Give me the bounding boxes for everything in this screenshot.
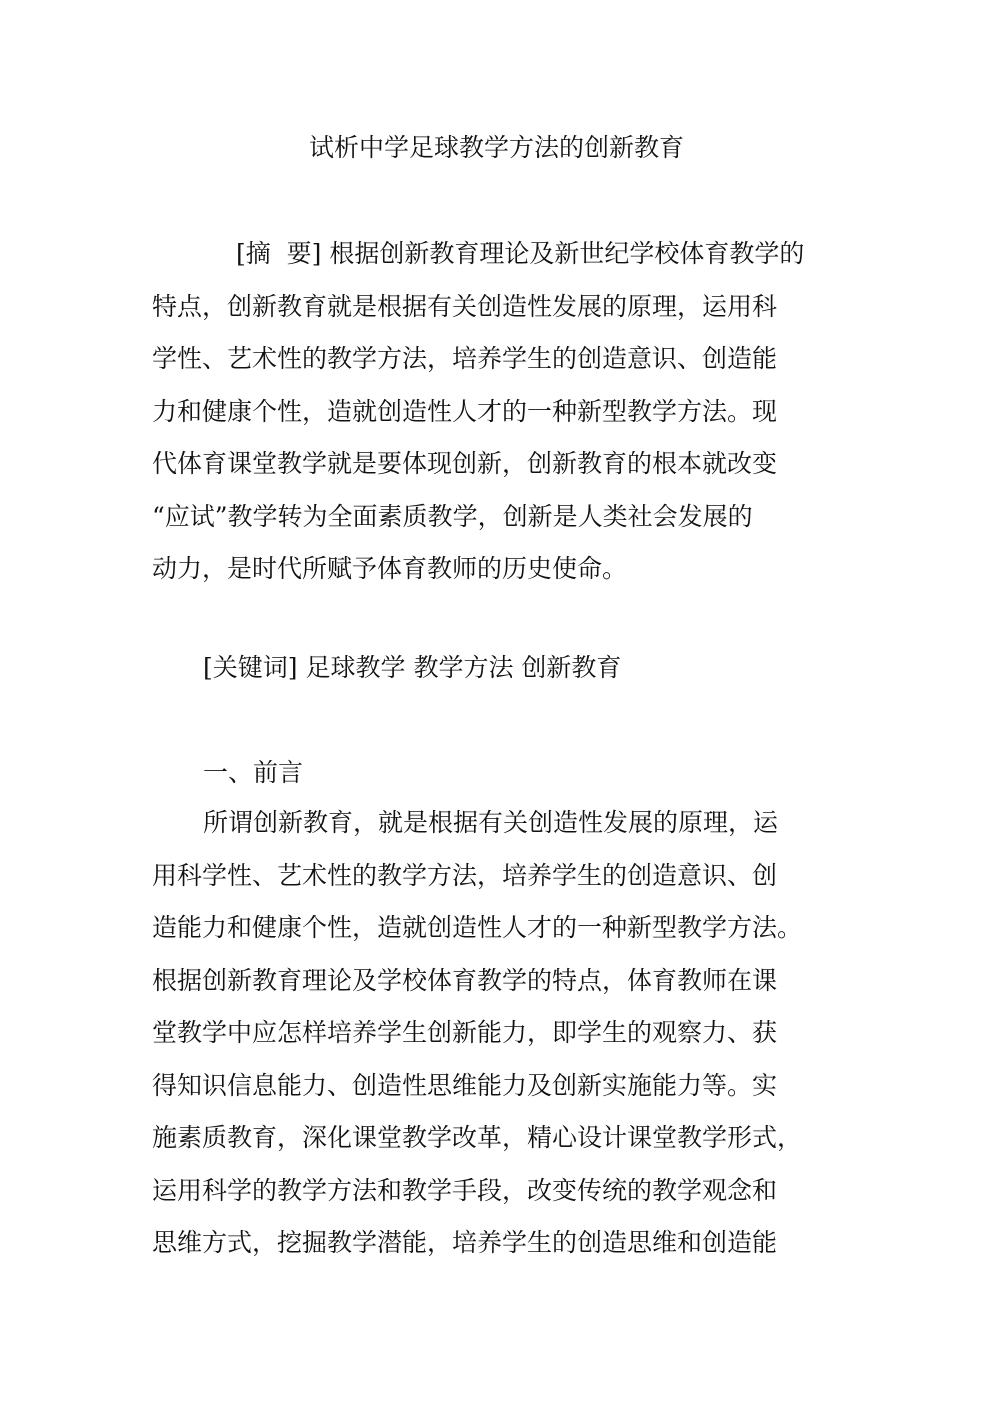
body-text-line: 造能力和健康个性，造就创造性人才的一种新型教学方法。 — [152, 913, 803, 942]
keyword-item: 教学方法 — [413, 653, 514, 682]
keywords-line — [203, 642, 843, 694]
abstract-text-line: “应试”教学转为全面素质教学，创新是人类社会发展的 — [152, 501, 753, 531]
section-body — [152, 797, 842, 1270]
abstract-text-line: 根据创新教育理论及新世纪学校体育教学的 — [329, 239, 805, 268]
keywords-label: [关键词] — [203, 653, 298, 682]
body-text-line: 施素质教育，深化课堂教学改革，精心设计课堂教学形式， — [152, 1123, 803, 1152]
body-text-line: 所谓创新教育，就是根据有关创造性发展的原理，运 — [203, 808, 779, 837]
body-text-line: 得知识信息能力、创造性思维能力及创新实施能力等。实 — [152, 1070, 778, 1100]
abstract-label: [摘 要] — [236, 239, 322, 268]
abstract-text-line: 代体育课堂教学就是要体现创新，创新教育的根本就改变 — [152, 449, 778, 478]
body-line-1 — [152, 797, 842, 850]
body-text-line: 思维方式，挖掘教学潜能，培养学生的创造思维和创造能 — [152, 1228, 778, 1257]
section-heading: 一、前言 — [203, 758, 304, 787]
body-text-line: 运用科学的教学方法和教学手段，改变传统的教学观念和 — [152, 1175, 778, 1205]
abstract-line-1 — [152, 228, 842, 281]
abstract-text-line: 特点，创新教育就是根据有关创造性发展的原理，运用科 — [152, 291, 778, 321]
document-title: 试析中学足球教学方法的创新教育 — [308, 133, 684, 162]
abstract-text-line: 动力，是时代所赋予体育教师的历史使命。 — [152, 554, 628, 583]
body-text-line: 根据创新教育理论及学校体育教学的特点，体育教师在课 — [152, 965, 778, 995]
body-text-line: 堂教学中应怎样培养学生创新能力，即学生的观察力、获 — [152, 1018, 778, 1047]
body-text-line: 用科学性、艺术性的教学方法，培养学生的创造意识、创 — [152, 860, 778, 890]
keyword-item: 足球教学 — [305, 653, 406, 682]
abstract-text-line: 力和健康个性，造就创造性人才的一种新型教学方法。现 — [152, 396, 778, 426]
keyword-item: 创新教育 — [521, 653, 622, 682]
abstract-text-line: 学性、艺术性的教学方法，培养学生的创造意识、创造能 — [152, 344, 778, 373]
abstract-paragraph — [152, 228, 842, 596]
